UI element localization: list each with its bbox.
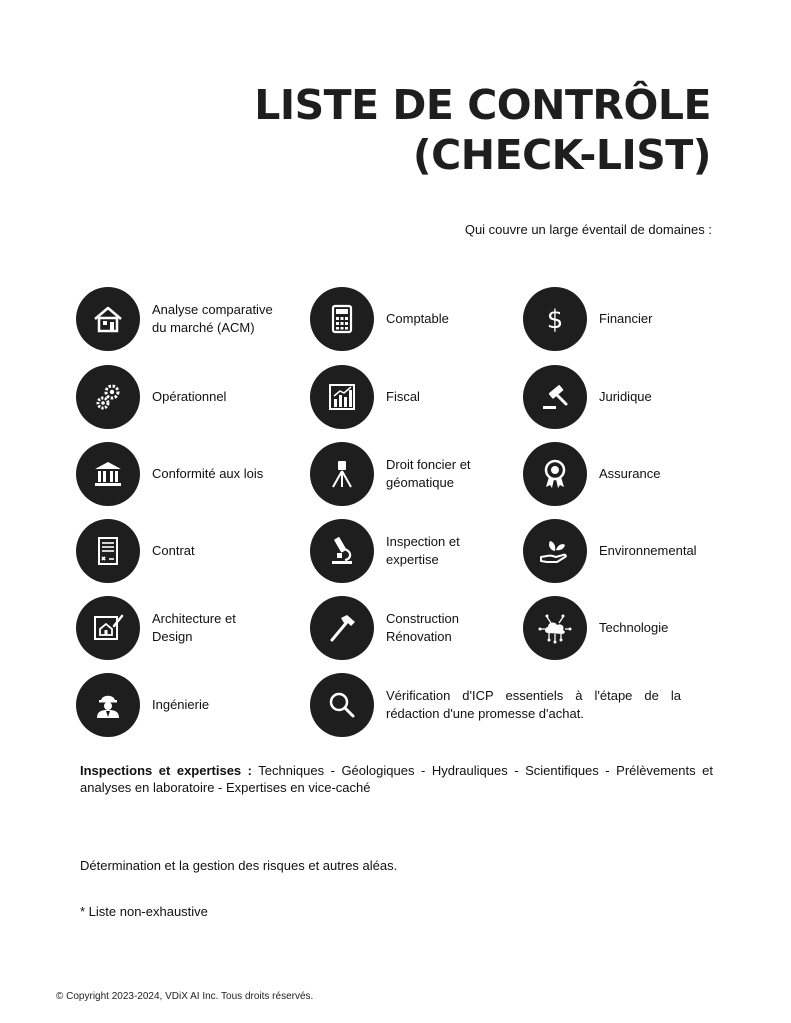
domain-item-inspection [310, 519, 460, 583]
domain-item-ingenierie [76, 673, 209, 737]
domain-label: Architecture et Design [152, 611, 236, 644]
domain-label: Analyse comparative du marché (ACM) [152, 302, 273, 335]
title-line-2: (CHECK-LIST) [412, 131, 711, 179]
gavel-icon [523, 365, 587, 429]
cloud-network-icon [523, 596, 587, 660]
engineer-hardhat-icon [76, 673, 140, 737]
dollar-icon [523, 287, 587, 351]
gears-icon [76, 365, 140, 429]
copyright: © Copyright 2023-2024, VDiX AI Inc. Tous droits réservés. [56, 991, 314, 1002]
contract-document-icon [76, 519, 140, 583]
page-title [191, 80, 711, 180]
non-exhaustive-note: * Liste non-exhaustive [80, 904, 208, 919]
calculator-icon [310, 287, 374, 351]
domain-item-environnemental [523, 519, 697, 583]
domain-item-comptable [310, 287, 449, 351]
domain-item-construction [310, 596, 459, 660]
domain-label: Contrat [152, 543, 195, 558]
domain-item-contrat [76, 519, 195, 583]
domain-item-assurance [523, 442, 660, 506]
svg-text:$: $ [546, 305, 564, 335]
domain-label: Assurance [599, 466, 661, 481]
domain-item-droit-foncier [310, 442, 471, 506]
award-ribbon-icon [523, 442, 587, 506]
subtitle: Qui couvre un large éventail de domaines : [464, 222, 712, 237]
domain-label: Conformité aux lois [152, 466, 264, 481]
domain-item-financier [523, 287, 652, 351]
domain-item-architecture [76, 596, 236, 660]
inspections-text: Techniques - Géologiques - Hydrauliques - Scientifiques - Prélèvements et analyses en laboratoire - Expertises en vice-caché [80, 763, 713, 795]
domain-label: Fiscal [386, 389, 420, 404]
house-icon [76, 287, 140, 351]
domain-item-acm [76, 287, 273, 351]
risks-paragraph: Détermination et la gestion des risques et autres aléas. [80, 858, 398, 873]
domain-label: Ingénierie [152, 697, 210, 712]
domain-label: Construction Rénovation [386, 611, 459, 644]
magnifier-icon [310, 673, 374, 737]
survey-tripod-icon [310, 442, 374, 506]
domain-label: Comptable [386, 311, 449, 326]
domain-label: Environnemental [599, 543, 697, 558]
hammer-icon [310, 596, 374, 660]
domain-label: Opérationnel [152, 389, 227, 404]
domain-label: Juridique [599, 389, 652, 404]
domain-label: Inspection et expertise [386, 534, 460, 567]
title-line-1: LISTE DE CONTRÔLE [254, 81, 711, 129]
domain-item-technologie [523, 596, 668, 660]
domain-item-fiscal [310, 365, 420, 429]
domain-item-juridique [523, 365, 652, 429]
domain-item-operationnel [76, 365, 226, 429]
bar-chart-icon [310, 365, 374, 429]
microscope-icon [310, 519, 374, 583]
inspections-bold: Inspections et expertises : [80, 763, 253, 778]
blueprint-icon [76, 596, 140, 660]
domain-item-conformite [76, 442, 263, 506]
domain-label: Technologie [599, 620, 669, 635]
domain-label: Financier [599, 311, 653, 326]
domain-label: Vérification d'ICP essentiels à l'étape de la rédaction d'une promesse d'achat. [386, 688, 681, 721]
domain-item-verification-icp [310, 673, 681, 737]
hand-plant-icon [523, 519, 587, 583]
domain-label: Droit foncier et géomatique [386, 457, 471, 490]
inspections-paragraph [80, 762, 713, 796]
courthouse-icon [76, 442, 140, 506]
